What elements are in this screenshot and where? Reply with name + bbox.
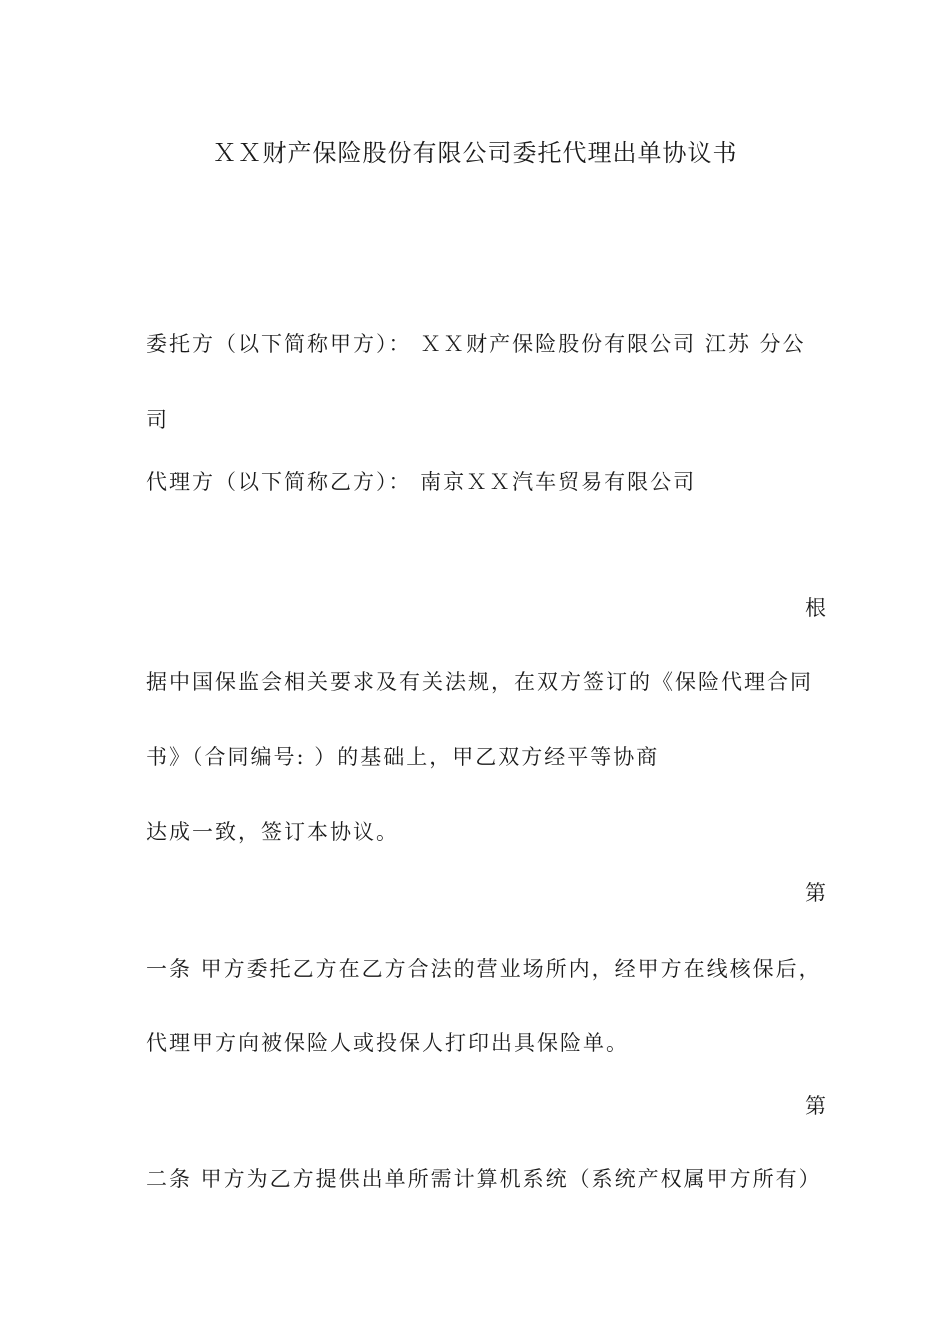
preamble-first-char: 根 <box>805 596 828 620</box>
article-1-first-char: 第 <box>805 881 828 905</box>
document-title: ＸＸ财产保险股份有限公司委托代理出单协议书 <box>212 139 738 167</box>
principal-party-line-cont: 司 <box>146 408 169 432</box>
preamble-line-1: 据中国保监会相关要求及有关法规，在双方签订的《保险代理合同 <box>146 670 813 694</box>
preamble-line-3: 达成一致，签订本协议。 <box>146 820 399 844</box>
agent-party-line: 代理方（以下简称乙方）： 南京ＸＸ汽车贸易有限公司 <box>146 470 697 494</box>
article-2-first-char: 第 <box>805 1094 828 1118</box>
article-1-line-2: 代理甲方向被保险人或投保人打印出具保险单。 <box>146 1031 629 1055</box>
preamble-line-2: 书》（合同编号: ）的基础上，甲乙双方经平等协商 <box>146 745 660 769</box>
article-2-line-1: 二条 甲方为乙方提供出单所需计算机系统（系统产权属甲方所有） <box>146 1167 822 1191</box>
principal-party-line: 委托方（以下简称甲方）： ＸＸ财产保险股份有限公司 江苏 分公 <box>146 332 806 356</box>
article-1-line-1: 一条 甲方委托乙方在乙方合法的营业场所内，经甲方在线核保后， <box>146 957 822 981</box>
